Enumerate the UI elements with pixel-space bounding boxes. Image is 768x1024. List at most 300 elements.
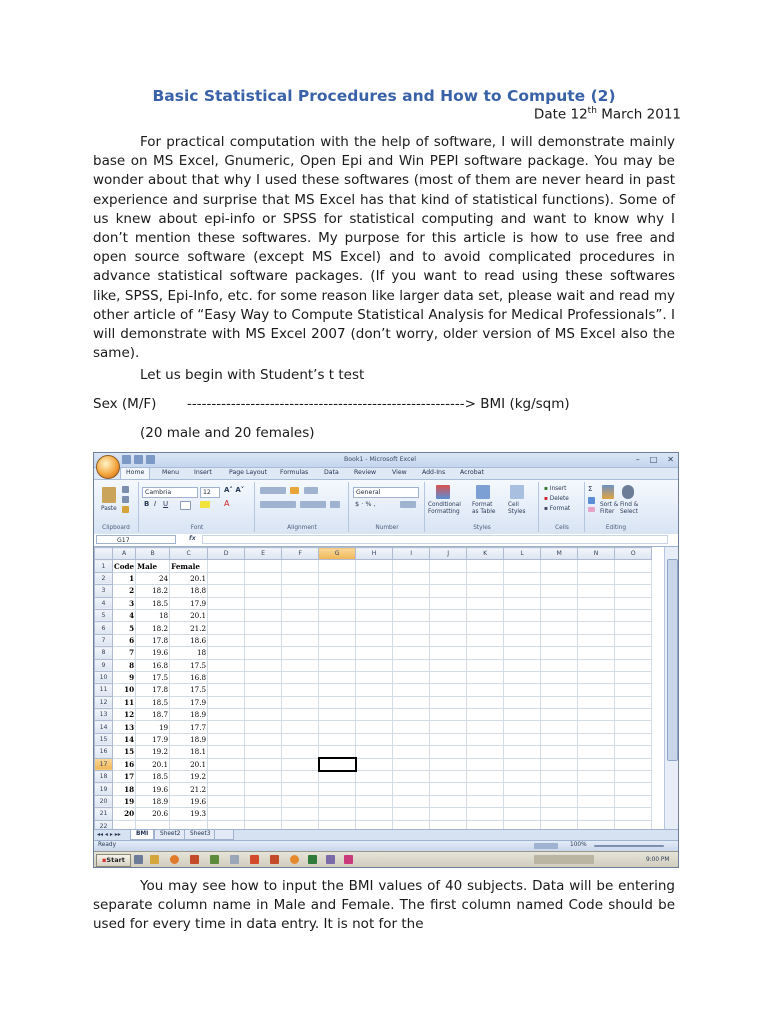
sheet-cell[interactable] (282, 622, 319, 634)
sheet-cell[interactable] (541, 820, 578, 829)
row-header[interactable]: 16 (95, 746, 113, 758)
sheet-cell[interactable]: 20.1 (136, 758, 170, 770)
sheet-cell[interactable] (541, 585, 578, 597)
column-header[interactable]: N (578, 548, 615, 560)
sheet-cell[interactable] (393, 684, 430, 696)
sheet-cell[interactable] (578, 572, 615, 584)
sheet-cell[interactable]: 8 (113, 659, 136, 671)
sheet-cell[interactable] (615, 709, 652, 721)
sheet-cell[interactable] (578, 647, 615, 659)
tab-add-ins[interactable]: Add-Ins (422, 469, 446, 476)
sheet-cell[interactable] (541, 609, 578, 621)
sheet-cell[interactable] (245, 585, 282, 597)
column-header[interactable]: K (467, 548, 504, 560)
sheet-cell[interactable] (393, 647, 430, 659)
row-header[interactable]: 3 (95, 585, 113, 597)
sheet-cell[interactable] (504, 684, 541, 696)
sheet-cell[interactable] (245, 684, 282, 696)
sheet-cell[interactable] (467, 709, 504, 721)
sheet-cell[interactable] (393, 572, 430, 584)
sheet-cell[interactable] (245, 808, 282, 820)
sheet-cell[interactable] (245, 709, 282, 721)
row-header[interactable]: 22 (95, 820, 113, 829)
tab-review[interactable]: Review (354, 469, 377, 476)
fill-icon[interactable] (588, 497, 595, 504)
taskbar-app-icon[interactable] (190, 855, 199, 864)
sheet-cell[interactable] (541, 758, 578, 770)
sheet-cell[interactable] (615, 771, 652, 783)
sheet-cell[interactable] (208, 684, 245, 696)
sheet-cell[interactable] (504, 622, 541, 634)
sheet-nav-arrows-icon[interactable]: ◂◂ ◂ ▸ ▸▸ (97, 831, 121, 838)
sheet-cell[interactable] (578, 733, 615, 745)
sheet-cell[interactable] (541, 572, 578, 584)
sheet-cell[interactable]: 6 (113, 634, 136, 646)
sheet-cell[interactable] (356, 771, 393, 783)
sheet-cell[interactable]: 17.9 (136, 733, 170, 745)
sheet-cell[interactable] (541, 560, 578, 572)
sheet-cell[interactable] (208, 820, 245, 829)
sheet-cell[interactable] (356, 622, 393, 634)
sheet-cell[interactable] (245, 622, 282, 634)
sheet-cell[interactable] (504, 721, 541, 733)
sheet-cell[interactable] (282, 634, 319, 646)
sheet-cell[interactable] (467, 647, 504, 659)
sheet-cell[interactable] (208, 671, 245, 683)
sheet-cell[interactable] (282, 647, 319, 659)
sheet-cell[interactable] (541, 746, 578, 758)
sheet-cell[interactable]: 17.5 (170, 659, 208, 671)
sheet-cell[interactable]: 16.8 (170, 671, 208, 683)
column-header[interactable]: M (541, 548, 578, 560)
sheet-cell[interactable] (245, 560, 282, 572)
taskbar-app4-icon[interactable] (270, 855, 279, 864)
tab-formulas[interactable]: Formulas (280, 469, 309, 476)
sheet-cell[interactable] (356, 560, 393, 572)
sheet-cell[interactable] (430, 733, 467, 745)
sheet-cell[interactable] (430, 572, 467, 584)
sheet-cell[interactable] (208, 609, 245, 621)
sheet-cell[interactable] (245, 647, 282, 659)
column-header[interactable]: J (430, 548, 467, 560)
sheet-cell[interactable] (467, 771, 504, 783)
sheet-cell[interactable]: 21.2 (170, 783, 208, 795)
sheet-cell[interactable]: 24 (136, 572, 170, 584)
sheet-cell[interactable] (245, 733, 282, 745)
column-header[interactable]: E (245, 548, 282, 560)
sheet-cell[interactable] (467, 572, 504, 584)
sheet-cell[interactable]: 17.9 (170, 696, 208, 708)
sheet-cell[interactable] (541, 684, 578, 696)
sheet-cell[interactable] (208, 746, 245, 758)
sheet-cell[interactable]: 19.6 (170, 795, 208, 807)
sheet-cell[interactable] (615, 622, 652, 634)
sheet-cell[interactable] (615, 585, 652, 597)
column-header[interactable]: F (282, 548, 319, 560)
sheet-cell[interactable] (319, 746, 356, 758)
sheet-cell[interactable] (578, 746, 615, 758)
sheet-cell[interactable] (319, 634, 356, 646)
sheet-cell[interactable] (467, 622, 504, 634)
sheet-cell[interactable] (541, 634, 578, 646)
start-button[interactable] (96, 854, 131, 867)
sheet-cell[interactable] (578, 684, 615, 696)
sheet-cell[interactable] (541, 671, 578, 683)
sheet-cell[interactable]: 19.6 (136, 647, 170, 659)
sheet-cell[interactable] (430, 758, 467, 770)
sheet-cell[interactable] (578, 560, 615, 572)
sheet-cell[interactable] (113, 820, 136, 829)
sheet-cell[interactable] (430, 721, 467, 733)
sheet-cell[interactable] (541, 709, 578, 721)
sheet-cell[interactable] (282, 709, 319, 721)
sheet-cell[interactable] (393, 808, 430, 820)
sheet-cell[interactable]: 18 (113, 783, 136, 795)
sheet-cell[interactable] (393, 733, 430, 745)
column-header[interactable]: O (615, 548, 652, 560)
sheet-cell[interactable] (319, 609, 356, 621)
undo-icon[interactable] (134, 455, 143, 464)
sheet-cell[interactable]: 20 (113, 808, 136, 820)
sheet-cell[interactable]: 20.1 (170, 758, 208, 770)
office-button[interactable] (96, 455, 120, 479)
column-header[interactable]: D (208, 548, 245, 560)
sheet-cell[interactable] (541, 795, 578, 807)
sheet-cell[interactable] (504, 696, 541, 708)
sheet-cell[interactable] (245, 659, 282, 671)
sheet-cell[interactable] (578, 671, 615, 683)
sheet-cell[interactable]: 18.7 (136, 709, 170, 721)
sheet-cell[interactable]: 9 (113, 671, 136, 683)
sheet-tab-sheet3[interactable]: Sheet3 (184, 830, 216, 840)
name-box[interactable]: G17 (96, 535, 176, 544)
sheet-cell[interactable] (393, 758, 430, 770)
sheet-cell[interactable]: 17.7 (170, 721, 208, 733)
underline-icon[interactable]: U (163, 500, 169, 508)
zoom-slider[interactable] (594, 845, 664, 847)
sheet-cell[interactable]: 20.6 (136, 808, 170, 820)
sheet-cell[interactable]: 4 (113, 609, 136, 621)
sheet-cell[interactable] (467, 795, 504, 807)
sheet-cell[interactable] (541, 808, 578, 820)
sheet-cell[interactable] (282, 795, 319, 807)
taskbar-app7-icon[interactable] (344, 855, 353, 864)
sheet-cell[interactable] (245, 771, 282, 783)
sheet-tab-bmi[interactable]: BMI (130, 830, 154, 840)
text-align-icon[interactable] (260, 501, 296, 508)
sheet-cell[interactable] (356, 609, 393, 621)
sheet-cell[interactable] (467, 696, 504, 708)
sheet-cell[interactable] (430, 622, 467, 634)
sheet-cell[interactable] (467, 634, 504, 646)
copy-icon[interactable] (122, 496, 129, 503)
format-as-table-icon[interactable] (476, 485, 490, 499)
sheet-cell[interactable] (430, 560, 467, 572)
sheet-cell[interactable] (430, 709, 467, 721)
sheet-cell[interactable] (393, 597, 430, 609)
sheet-cell[interactable]: 18.6 (170, 634, 208, 646)
row-header[interactable]: 4 (95, 597, 113, 609)
sheet-cell[interactable] (208, 659, 245, 671)
taskbar-app2-icon[interactable] (210, 855, 219, 864)
sheet-cell[interactable]: 10 (113, 684, 136, 696)
sheet-cell[interactable] (504, 634, 541, 646)
sheet-cell[interactable] (208, 733, 245, 745)
sheet-cell[interactable] (282, 771, 319, 783)
sheet-cell[interactable]: 19.2 (170, 771, 208, 783)
sheet-cell[interactable] (467, 684, 504, 696)
sheet-cell[interactable] (208, 795, 245, 807)
sheet-cell[interactable] (504, 795, 541, 807)
row-header[interactable]: 11 (95, 684, 113, 696)
number-format-select[interactable]: General (353, 487, 419, 498)
sheet-cell[interactable] (615, 820, 652, 829)
sheet-cell[interactable] (356, 671, 393, 683)
sheet-cell[interactable] (467, 733, 504, 745)
sheet-cell[interactable] (393, 746, 430, 758)
row-header[interactable]: 8 (95, 647, 113, 659)
tab-page-layout[interactable]: Page Layout (229, 469, 267, 476)
sheet-cell[interactable] (578, 795, 615, 807)
sheet-cell[interactable] (319, 820, 356, 829)
sheet-cell[interactable]: 18.2 (136, 585, 170, 597)
sheet-cell[interactable] (356, 647, 393, 659)
sheet-cell[interactable] (615, 808, 652, 820)
sheet-cell[interactable] (319, 733, 356, 745)
sheet-cell[interactable] (578, 808, 615, 820)
column-header[interactable]: B (136, 548, 170, 560)
row-header[interactable]: 12 (95, 696, 113, 708)
sheet-cell[interactable] (319, 659, 356, 671)
sheet-cell[interactable]: Female (170, 560, 208, 572)
sheet-cell[interactable] (541, 622, 578, 634)
row-header[interactable]: 19 (95, 783, 113, 795)
format-painter-icon[interactable] (122, 506, 129, 513)
sheet-cell[interactable] (467, 820, 504, 829)
sheet-cell[interactable] (136, 820, 170, 829)
sheet-cell[interactable] (578, 634, 615, 646)
sheet-cell[interactable] (504, 659, 541, 671)
sheet-cell[interactable] (430, 647, 467, 659)
taskbar-excel-icon[interactable] (308, 855, 317, 864)
sheet-cell[interactable] (393, 634, 430, 646)
sheet-cell[interactable] (319, 622, 356, 634)
sheet-cell[interactable]: 18.9 (170, 709, 208, 721)
close-icon[interactable]: ✕ (667, 455, 674, 464)
maximize-icon[interactable]: □ (649, 455, 658, 464)
tab-home[interactable]: Home (120, 467, 150, 481)
sheet-cell[interactable] (208, 771, 245, 783)
sheet-cell[interactable] (245, 758, 282, 770)
sheet-cell[interactable] (319, 783, 356, 795)
sheet-cell[interactable]: 18 (136, 609, 170, 621)
sheet-cell[interactable] (282, 560, 319, 572)
sheet-cell[interactable]: 12 (113, 709, 136, 721)
sheet-cell[interactable]: 19.2 (136, 746, 170, 758)
tab-menu[interactable]: Menu (162, 469, 179, 476)
sheet-cell[interactable] (282, 721, 319, 733)
sheet-cell[interactable] (430, 609, 467, 621)
taskbar-acrobat-icon[interactable] (250, 855, 259, 864)
sheet-cell[interactable] (504, 585, 541, 597)
sheet-cell[interactable] (541, 647, 578, 659)
sheet-cell[interactable] (282, 572, 319, 584)
row-header[interactable]: 20 (95, 795, 113, 807)
sheet-cell[interactable] (467, 671, 504, 683)
sheet-cell[interactable] (615, 671, 652, 683)
sheet-cell[interactable]: 7 (113, 647, 136, 659)
sheet-cell[interactable] (393, 696, 430, 708)
column-header[interactable]: L (504, 548, 541, 560)
sheet-cell[interactable]: 18.1 (170, 746, 208, 758)
sheet-cell[interactable] (430, 746, 467, 758)
sheet-cell[interactable] (319, 684, 356, 696)
taskbar-app6-icon[interactable] (326, 855, 335, 864)
sheet-cell[interactable] (319, 671, 356, 683)
sheet-cell[interactable] (467, 659, 504, 671)
sheet-cell[interactable] (615, 597, 652, 609)
sheet-cell[interactable]: 16.8 (136, 659, 170, 671)
fx-icon[interactable]: fx (189, 535, 196, 542)
system-tray-icons[interactable] (534, 855, 594, 864)
row-header[interactable]: 2 (95, 572, 113, 584)
vertical-align-icon[interactable] (260, 487, 286, 494)
sheet-cell[interactable] (245, 696, 282, 708)
sheet-cell[interactable] (282, 597, 319, 609)
row-header[interactable]: 10 (95, 671, 113, 683)
sheet-cell[interactable] (504, 647, 541, 659)
sheet-cell[interactable] (356, 696, 393, 708)
bold-icon[interactable]: B (144, 500, 150, 508)
column-header[interactable]: G (319, 548, 356, 560)
column-header[interactable]: C (170, 548, 208, 560)
sheet-cell[interactable]: Code (114, 561, 135, 571)
sheet-cell[interactable]: 14 (113, 733, 136, 745)
sheet-cell[interactable] (578, 771, 615, 783)
cut-icon[interactable] (122, 486, 129, 493)
sheet-cell[interactable] (319, 572, 356, 584)
row-header[interactable]: 18 (95, 771, 113, 783)
autosum-icon[interactable]: Σ (588, 485, 593, 493)
worksheet-grid[interactable] (94, 547, 664, 829)
select-all-corner[interactable] (95, 548, 113, 560)
sheet-cell[interactable] (393, 783, 430, 795)
sheet-cell[interactable] (393, 659, 430, 671)
sheet-cell[interactable] (170, 820, 208, 829)
sheet-cell[interactable] (393, 671, 430, 683)
sheet-cell[interactable] (319, 721, 356, 733)
sheet-cell[interactable] (208, 647, 245, 659)
taskbar-app3-icon[interactable] (230, 855, 239, 864)
sheet-cell[interactable] (467, 746, 504, 758)
sheet-cell[interactable] (208, 783, 245, 795)
scrollbar-thumb[interactable] (667, 559, 678, 761)
sheet-cell[interactable] (282, 684, 319, 696)
sheet-cell[interactable]: 18.2 (136, 622, 170, 634)
merge-icon[interactable] (330, 501, 340, 508)
sheet-cell[interactable]: 18 (170, 647, 208, 659)
sheet-cell[interactable] (541, 659, 578, 671)
sheet-cell[interactable]: 19 (113, 795, 136, 807)
font-size-select[interactable]: 12 (200, 487, 220, 498)
sheet-cell[interactable]: 19 (136, 721, 170, 733)
sheet-cell[interactable]: 17 (113, 771, 136, 783)
fill-color-icon[interactable] (200, 501, 210, 508)
sheet-cell[interactable] (208, 585, 245, 597)
sheet-cell[interactable] (541, 721, 578, 733)
sheet-cell[interactable]: 21.2 (170, 622, 208, 634)
sheet-cell[interactable] (615, 795, 652, 807)
sheet-cell[interactable] (430, 783, 467, 795)
sheet-cell[interactable] (393, 820, 430, 829)
sheet-cell[interactable] (467, 560, 504, 572)
sheet-tab-sheet2[interactable]: Sheet2 (154, 830, 186, 840)
sheet-cell[interactable] (319, 647, 356, 659)
sheet-cell[interactable] (282, 696, 319, 708)
sheet-cell[interactable]: 1 (113, 572, 136, 584)
sheet-cell[interactable]: 15 (113, 746, 136, 758)
sheet-cell[interactable]: 19.6 (136, 783, 170, 795)
row-header[interactable]: 6 (95, 622, 113, 634)
sheet-cell[interactable] (319, 808, 356, 820)
sheet-cell[interactable] (504, 709, 541, 721)
view-buttons-icon[interactable] (534, 843, 558, 849)
find-select-icon[interactable] (622, 485, 634, 499)
sheet-cell[interactable] (245, 795, 282, 807)
sheet-cell[interactable] (430, 684, 467, 696)
sheet-cell[interactable]: 17.8 (136, 684, 170, 696)
sheet-cell[interactable] (578, 721, 615, 733)
sheet-cell[interactable] (467, 597, 504, 609)
sheet-cell[interactable] (430, 597, 467, 609)
sheet-cell[interactable] (430, 671, 467, 683)
sheet-cell[interactable] (467, 609, 504, 621)
sheet-cell[interactable] (504, 597, 541, 609)
sheet-cell[interactable] (430, 820, 467, 829)
sheet-cell[interactable]: 20.1 (170, 572, 208, 584)
sheet-cell[interactable] (356, 795, 393, 807)
sort-filter-icon[interactable] (602, 485, 614, 499)
sheet-cell[interactable] (208, 597, 245, 609)
sheet-cell[interactable] (356, 684, 393, 696)
currency-percent-icons[interactable]: $ · % , (355, 500, 376, 508)
sheet-cell[interactable] (356, 572, 393, 584)
tab-acrobat[interactable]: Acrobat (460, 469, 484, 476)
orientation-icon[interactable] (304, 487, 318, 494)
format-cells-button[interactable]: ▪ Format (544, 506, 571, 512)
row-header[interactable]: 17 (95, 758, 113, 770)
paste-icon[interactable] (102, 487, 116, 503)
sheet-cell[interactable]: 11 (113, 696, 136, 708)
sheet-cell[interactable]: 16 (113, 758, 136, 770)
sheet-cell[interactable] (615, 634, 652, 646)
grow-font-icon[interactable]: A˄ A˅ (224, 486, 245, 494)
sheet-cell[interactable] (615, 758, 652, 770)
sheet-cell[interactable] (319, 795, 356, 807)
sheet-cell[interactable] (504, 808, 541, 820)
sheet-cell[interactable] (393, 585, 430, 597)
sheet-cell[interactable]: 17.5 (136, 671, 170, 683)
formula-input[interactable] (202, 535, 668, 544)
sheet-cell[interactable] (208, 634, 245, 646)
sheet-cell[interactable] (393, 609, 430, 621)
sheet-cell[interactable] (578, 609, 615, 621)
middle-align-icon[interactable] (290, 487, 299, 494)
font-name-select[interactable]: Cambria (142, 487, 198, 498)
sheet-cell[interactable] (356, 659, 393, 671)
sheet-cell[interactable] (356, 808, 393, 820)
sheet-cell[interactable] (356, 721, 393, 733)
